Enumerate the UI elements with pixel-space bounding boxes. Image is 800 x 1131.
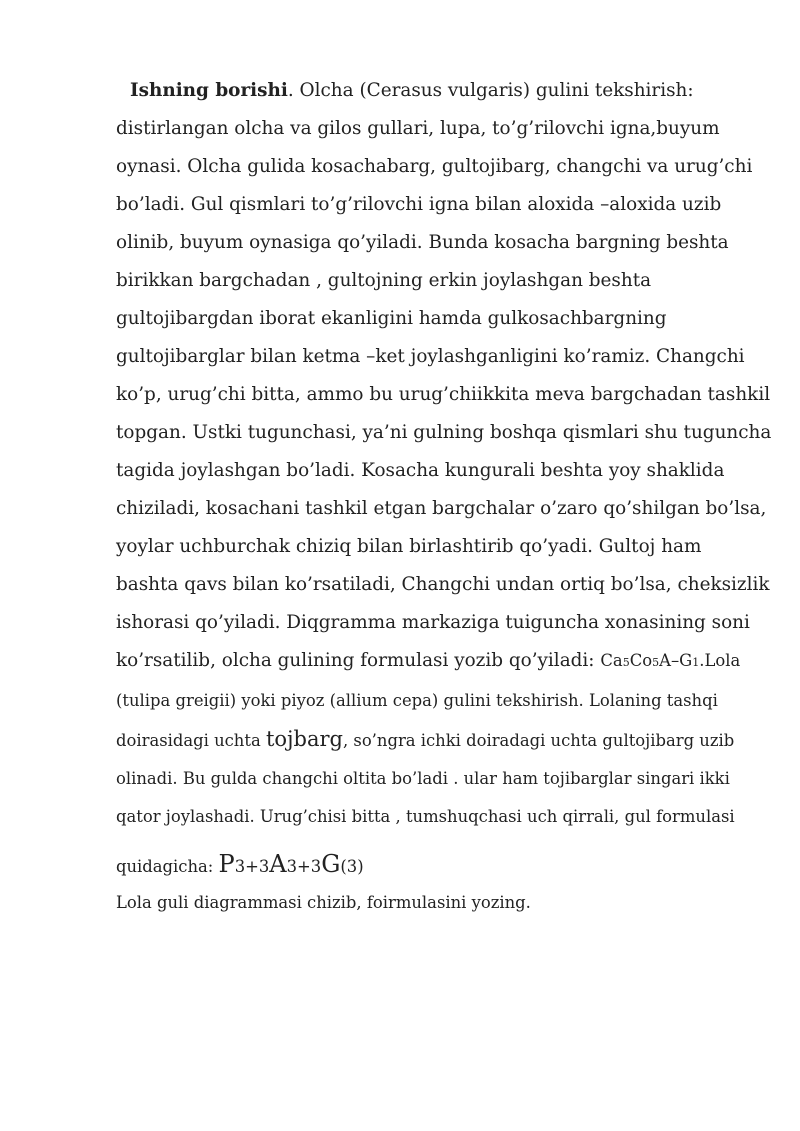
text-line: distirlangan olcha va gilos gullari, lupa, to’g’rilovchi igna,buyum — [116, 118, 720, 139]
tojbarg-word: tojbarg — [265, 727, 343, 751]
text-line: chiziladi, kosachani tashkil etgan bargchalar o’zaro qo’shilgan bo’lsa, — [116, 498, 767, 519]
text-line: tagida joylashgan bo’ladi. Kosacha kungurali beshta yoy shaklida — [116, 460, 725, 481]
text-segment: ko’rsatilib, olcha gulining formulasi yozib qo’yiladi: — [116, 650, 601, 671]
text-line: olinadi. Bu gulda changchi oltita bo’ladi . ular ham tojibarglar singari ikki — [116, 769, 730, 788]
text-line — [116, 642, 752, 682]
formula-a: A — [269, 850, 287, 878]
formula-a: A — [659, 651, 671, 670]
text-line: qator joylashadi. Urug’chisi bitta , tumshuqchasi uch qirrali, gul formulasi — [116, 807, 735, 826]
formula-prefix: quidagicha: — [116, 857, 219, 876]
text-line: bo’ladi. Gul qismlari to’g’rilovchi igna bilan aloxida –aloxida uzib — [116, 194, 722, 215]
document-body — [116, 72, 772, 919]
formula-g: G — [321, 850, 341, 878]
text-line: gultojibargdan iborat ekanligini hamda gulkosachbargning — [116, 308, 667, 329]
formula-a-sub: 3+3 — [286, 857, 322, 876]
formula-p-sub: 3+3 — [234, 857, 270, 876]
text-line: ko’p, urug’chi bitta, ammo bu urug’chiikkita meva bargchadan tashkil — [116, 384, 771, 405]
text-line: oynasi. Olcha gulida kosachabarg, gultojibarg, changchi va urug’chi — [116, 156, 753, 177]
formula-ca-sub: 5 — [622, 656, 630, 669]
text-line: bashta qavs bilan ko’rsatiladi, Changchi undan ortiq bo’lsa, cheksizlik — [116, 574, 770, 595]
text-segment: . Olcha (Cerasus vulgaris) gulini tekshirish: — [287, 80, 694, 101]
formula-ca: Ca — [600, 651, 623, 670]
text-line: ishorasi qo’yiladi. Diqgramma markaziga tuiguncha xonasining soni — [116, 612, 750, 633]
olcha-formula — [600, 651, 740, 670]
text-segment: doirasidagi uchta — [116, 731, 266, 750]
text-line: birikkan bargchadan , gultojning erkin joylashgan beshta — [116, 270, 652, 291]
formula-co-sub: 5 — [652, 656, 660, 669]
text-line: olinib, buyum oynasiga qo’yiladi. Bunda kosacha bargning beshta — [116, 232, 729, 253]
section-heading: Ishning borishi — [130, 80, 288, 101]
formula-p: P — [218, 850, 235, 878]
text-line — [116, 72, 752, 110]
formula-g-sub: (3) — [340, 857, 364, 876]
lola-formula-line — [116, 844, 752, 887]
text-segment: , so’ngra ichki doiradagi uchta gultojibarg uzib — [342, 731, 735, 750]
final-instruction: Lola guli diagrammasi chizib, foirmulasini yozing. — [116, 893, 531, 912]
text-line — [116, 720, 752, 760]
formula-tail: .Lola — [699, 651, 741, 670]
text-line: (tulipa greigii) yoki piyoz (allium cepa) gulini tekshirish. Lolaning tashqi — [116, 691, 718, 710]
paragraph — [116, 72, 752, 110]
text-line: yoylar uchburchak chiziq bilan birlashtirib qo’yadi. Gultoj ham — [116, 536, 702, 557]
text-line: topgan. Ustki tugunchasi, ya’ni gulning boshqa qismlari shu tuguncha — [116, 422, 772, 443]
text-line: gultojibarglar bilan ketma –ket joylashganligini ko’ramiz. Changchi — [116, 346, 745, 367]
formula-a-sep: – — [670, 651, 680, 670]
formula-g-sub: 1 — [692, 656, 700, 669]
formula-g: G — [679, 651, 693, 670]
formula-co: Co — [629, 651, 653, 670]
